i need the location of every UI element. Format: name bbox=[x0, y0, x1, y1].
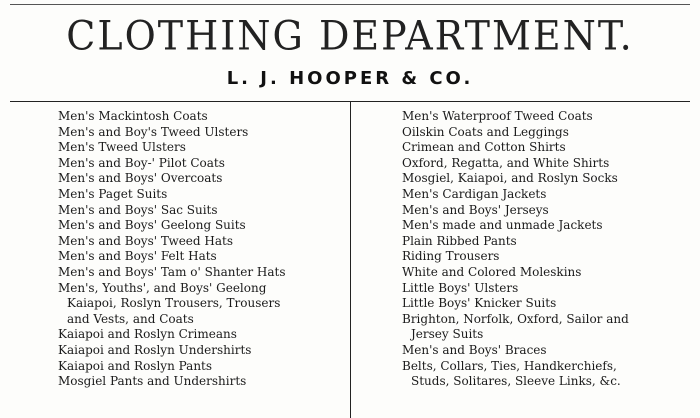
list-item: Men's Tweed Ulsters bbox=[58, 140, 186, 155]
list-item: Men's and Boys' Tweed Hats bbox=[58, 233, 234, 248]
list-item-continuation: Jersey Suits bbox=[411, 327, 484, 342]
list-item: Men's and Boys' Braces bbox=[402, 342, 547, 357]
list-item: Belts, Collars, Ties, Handkerchiefs, bbox=[402, 358, 617, 373]
list-item: Little Boys' Ulsters bbox=[402, 280, 519, 295]
list-item: Men's and Boys' Geelong Suits bbox=[58, 218, 246, 233]
list-item: Brighton, Norfolk, Oxford, Sailor and bbox=[402, 311, 629, 326]
list-item: Men's and Boys' Sac Suits bbox=[58, 202, 218, 217]
right-item-list bbox=[402, 109, 696, 390]
list-item: Men's and Boys' Tam o' Shanter Hats bbox=[58, 264, 286, 279]
list-item: Men's Mackintosh Coats bbox=[58, 109, 208, 123]
list-item: Men's Waterproof Tweed Coats bbox=[402, 109, 593, 123]
list-item: Men's and Boy-' Pilot Coats bbox=[58, 155, 225, 170]
list-item: Men's and Boys' Felt Hats bbox=[58, 249, 217, 264]
list-item: Men's, Youths', and Boys' Geelong bbox=[58, 280, 267, 295]
list-item: Kaiapoi and Roslyn Pants bbox=[58, 358, 213, 373]
list-item-continuation: Studs, Solitares, Sleeve Links, &c. bbox=[411, 374, 621, 389]
list-item: Mosgiel Pants and Undershirts bbox=[58, 374, 247, 389]
list-item: Men's Paget Suits bbox=[58, 186, 168, 201]
list-item-continuation: Kaiapoi, Roslyn Trousers, Trousers bbox=[67, 296, 281, 311]
list-item-continuation: and Vests, and Coats bbox=[67, 311, 194, 326]
list-item: Men's Cardigan Jackets bbox=[402, 186, 547, 201]
list-item: Oxford, Regatta, and White Shirts bbox=[402, 155, 610, 170]
column-divider bbox=[350, 102, 351, 418]
left-item-list bbox=[58, 109, 348, 390]
list-item: Plain Ribbed Pants bbox=[402, 233, 517, 248]
top-rule bbox=[10, 4, 690, 5]
list-item: Men's and Boys' Jerseys bbox=[402, 202, 549, 217]
company-name: L. J. HOOPER & CO. bbox=[226, 68, 474, 89]
list-item: Men's made and unmade Jackets bbox=[402, 218, 603, 233]
list-item: Kaiapoi and Roslyn Undershirts bbox=[58, 342, 252, 357]
list-item: Little Boys' Knicker Suits bbox=[402, 296, 557, 311]
page-title: CLOTHING DEPARTMENT. bbox=[66, 12, 634, 60]
list-item: Oilskin Coats and Leggings bbox=[402, 124, 569, 139]
list-item: Men's and Boys' Overcoats bbox=[58, 171, 223, 186]
list-item: Men's and Boy's Tweed Ulsters bbox=[58, 124, 249, 139]
list-item: Kaiapoi and Roslyn Crimeans bbox=[58, 327, 237, 342]
list-item: Crimean and Cotton Shirts bbox=[402, 140, 566, 155]
list-item: Mosgiel, Kaiapoi, and Roslyn Socks bbox=[402, 171, 618, 186]
list-item: White and Colored Moleskins bbox=[402, 264, 582, 279]
list-item: Riding Trousers bbox=[402, 249, 500, 264]
